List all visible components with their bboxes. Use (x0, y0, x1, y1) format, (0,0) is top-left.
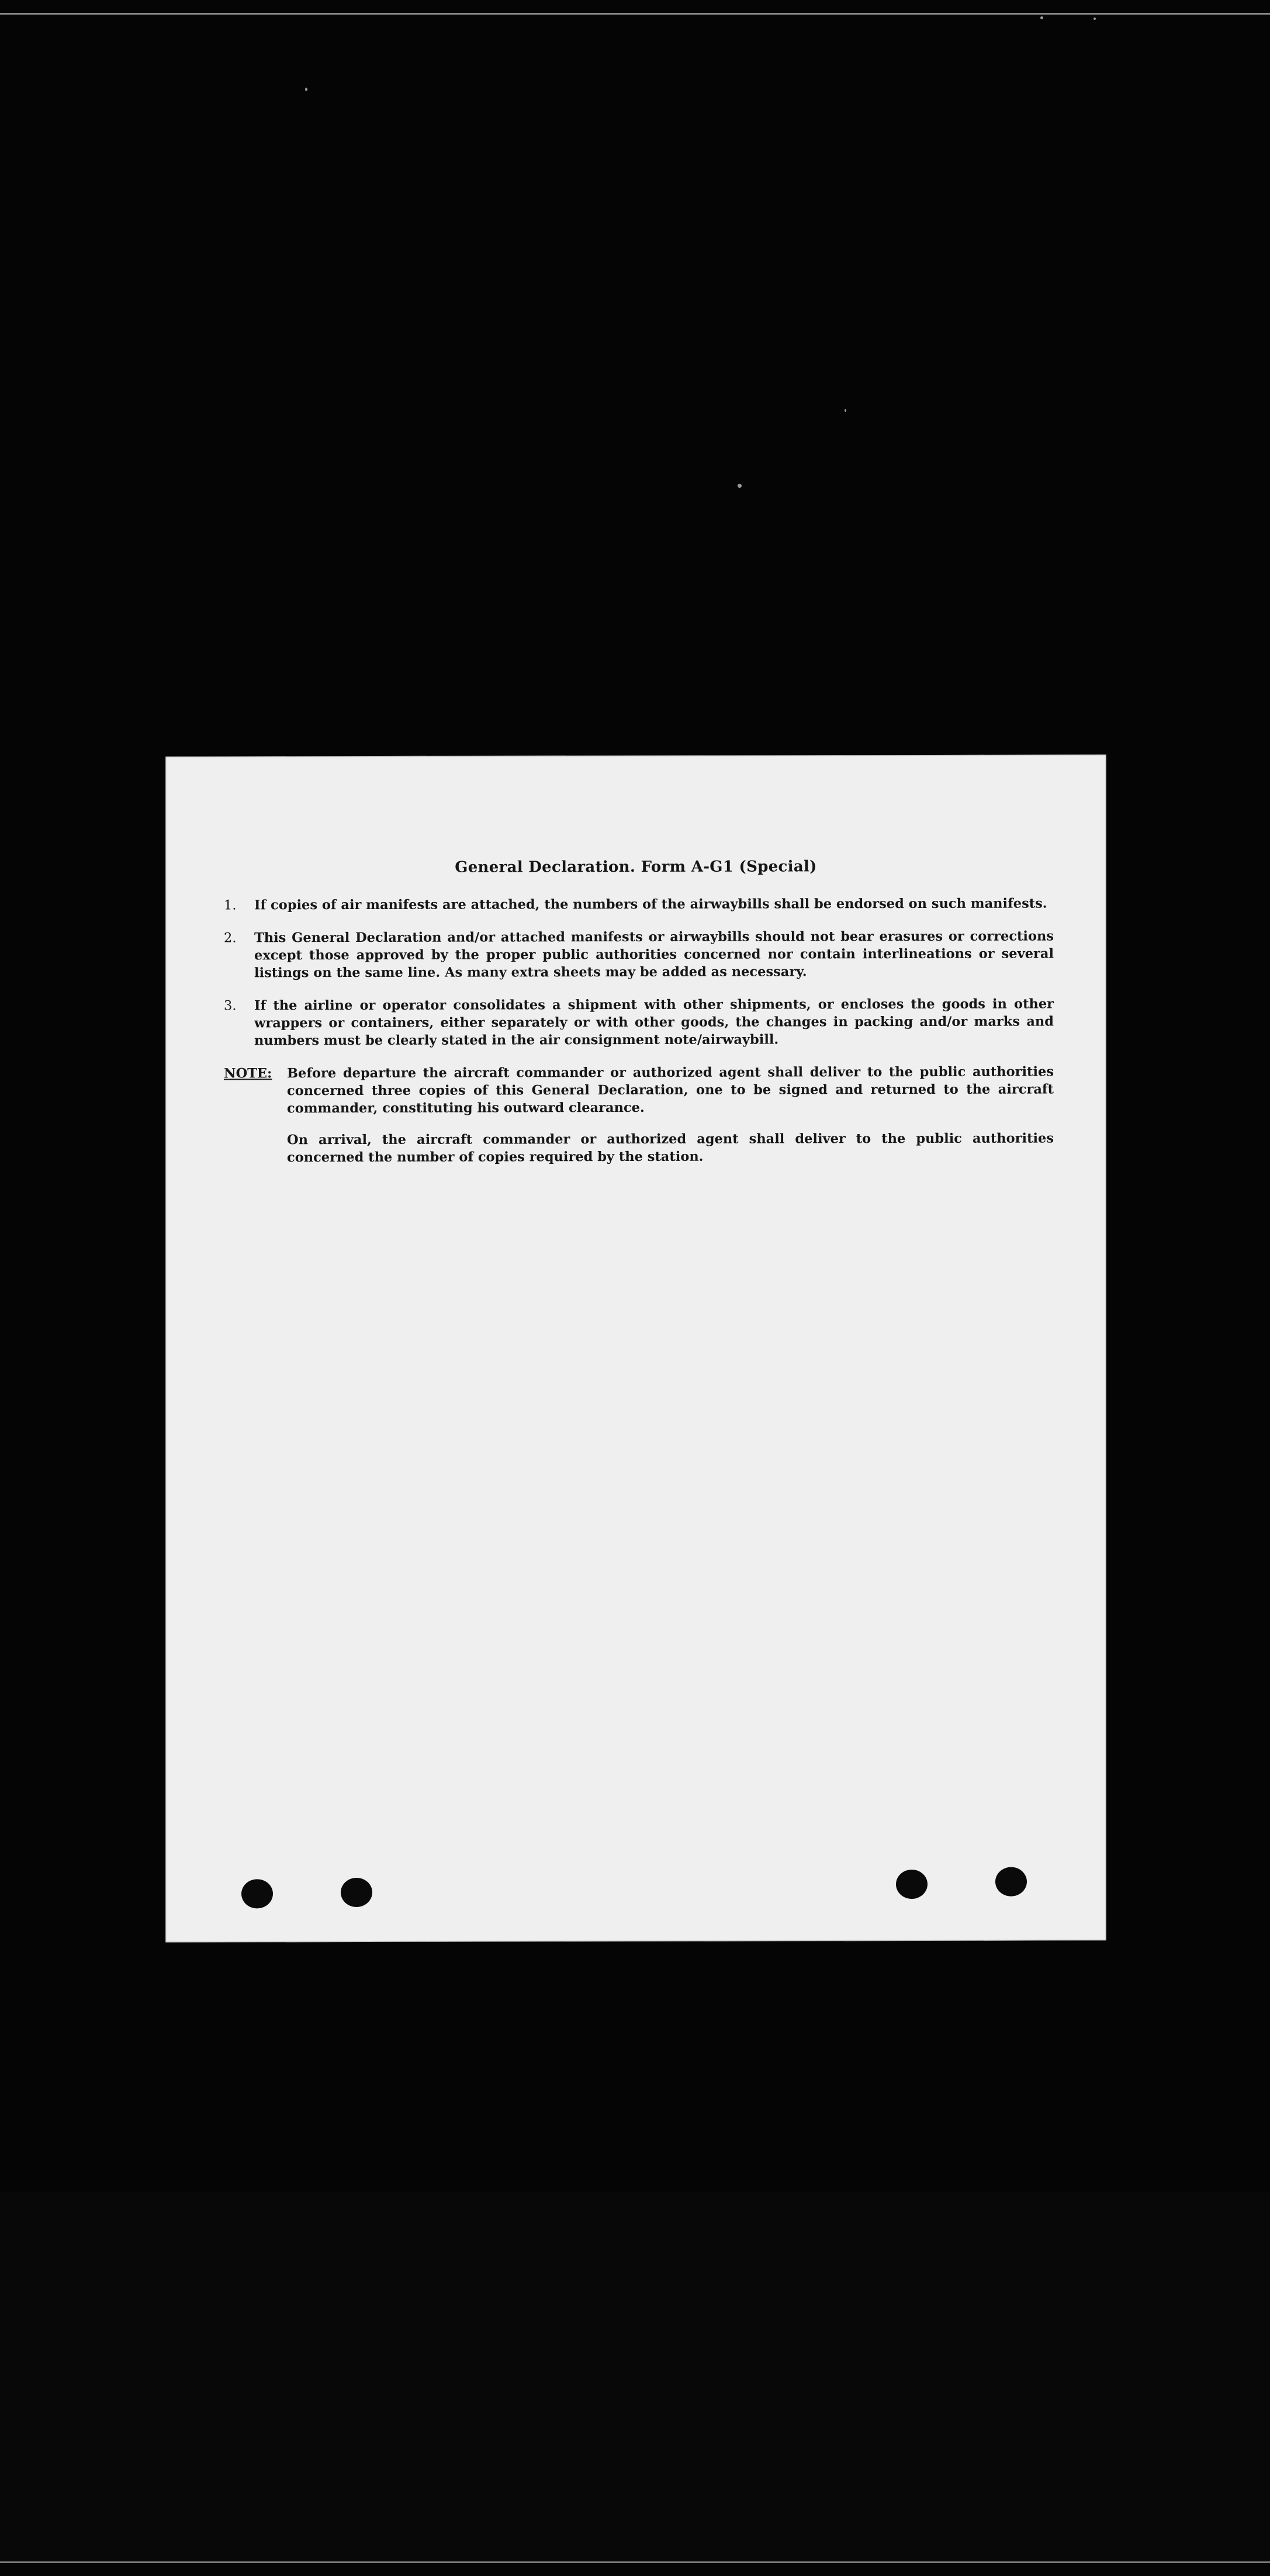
dust-speck (1040, 16, 1043, 19)
scan-lower-band (0, 2192, 1270, 2561)
document-body (224, 895, 1054, 1181)
note-label: NOTE: (224, 1066, 272, 1081)
item-number: 1. (224, 897, 237, 913)
item-number: 3. (224, 998, 237, 1014)
punch-hole (341, 1878, 372, 1907)
dust-speck (1093, 18, 1096, 20)
list-item (224, 928, 1054, 982)
list-item (224, 996, 1054, 1050)
list-item (224, 895, 1054, 914)
note-body (287, 1063, 1054, 1181)
scan-bottom-edge (0, 2561, 1270, 2563)
dust-speck (738, 484, 742, 488)
punch-hole (896, 1870, 928, 1899)
note-section (224, 1063, 1054, 1181)
dust-speck (305, 88, 307, 91)
scan-top-edge (0, 13, 1270, 15)
document-page (165, 754, 1106, 1942)
item-text: If copies of air manifests are attached, the numbers of the airwaybills shall be endorsed on such manifests. (254, 896, 1047, 913)
item-text: If the airline or operator consolidates a shipment with other shipments, or encloses the goods in other wrappers or containers, either separately or with other goods, the changes in packing and/or marks and numbers must be clearly stated in the air consignment note/airwaybill. (254, 996, 1054, 1049)
item-number: 2. (224, 930, 237, 946)
note-paragraph: Before departure the aircraft commander or authorized agent shall deliver to the public authorities concerned three copies of this General Declaration, one to be signed and returned to the aircraft commander, constituting his outward clearance. (287, 1064, 1054, 1117)
dust-speck (845, 409, 846, 412)
page-title: General Declaration. Form A-G1 (Special) (455, 858, 817, 876)
punch-hole (241, 1879, 273, 1908)
punch-hole (995, 1867, 1027, 1897)
note-paragraph: On arrival, the aircraft commander or authorized agent shall deliver to the public authorities concerned the number of copies required by the station. (287, 1131, 1054, 1166)
item-text: This General Declaration and/or attached manifests or airwaybills should not bear erasures or corrections except those approved by the proper public authorities concerned nor contain interlineations or several listings on the same line. As many extra sheets may be added as necessary. (254, 928, 1054, 981)
